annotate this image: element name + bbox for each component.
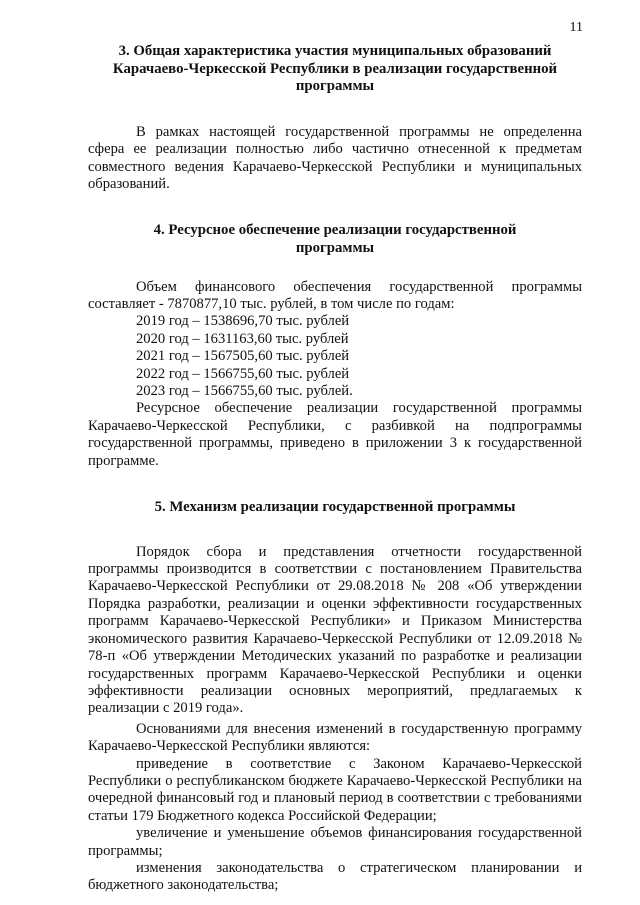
funding-year-item: 2020 год – 1631163,60 тыс. рублей	[136, 330, 349, 347]
funding-by-year-list	[88, 313, 582, 400]
heading-line: программы	[295, 240, 375, 256]
heading-line: 5. Механизм реализации государственной программы	[154, 499, 516, 516]
document-body	[88, 43, 582, 895]
section-3-paragraph: В рамках настоящей государственной программы не определенна сфера ее реализации полностью либо частично отнесенной к предметам совместного ведения Карачаево-Черкесской Республики и муниципальных образований.	[88, 123, 582, 192]
funding-year-item: 2023 год – 1566755,60 тыс. рублей.	[136, 383, 353, 400]
funding-year-item: 2022 год – 1566755,60 тыс. рублей	[136, 365, 350, 382]
section-4-intro: Объем финансового обеспечения государственной программы составляет - 7870877,10 тыс. рублей, в том числе по годам:	[88, 278, 582, 312]
funding-year-item: 2021 год – 1567505,60 тыс. рублей	[136, 348, 350, 365]
section-3-heading	[88, 43, 582, 96]
section-4-heading	[88, 222, 582, 257]
heading-line: 3. Общая характеристика участия муниципальных образований	[118, 43, 552, 59]
page-number: 11	[569, 20, 583, 35]
section-5-paragraph-1: Порядок сбора и представления отчетности государственной программы производится в соответствии с постановлением Правительства Карачаево-Черкесской Республики от 29.08.2018 № 208 «Об утверждении Порядка разработки, реализации и оценки эффективности государственных программ Карачаево-Черкесской Республики» и Приказом Министерства экономического развития Карачаево-Черкесской Республики от 12.09.2018 № 78-п «Об утверждении Методических указаний по разработке и реализации государственных программ Карачаево-Черкесской Республики и оценки эффективности реализации основных мероприятий, предлагаемых к реализации с 2019 года».	[88, 543, 582, 717]
section-5-heading	[88, 499, 582, 517]
heading-line: Карачаево-Черкесской Республики в реализации государственной	[112, 60, 558, 77]
section-5-paragraph-4: увеличение и уменьшение объемов финансирования государственной программы;	[88, 825, 582, 859]
section-4-outro: Ресурсное обеспечение реализации государственной программы Карачаево-Черкесской Республики, с разбивкой на подпрограммы государственной программы, приведено в приложении 3 к государственной программе.	[88, 400, 582, 469]
section-5-paragraph-2: Основаниями для внесения изменений в государственную программу Карачаево-Черкесской Республики являются:	[88, 720, 582, 755]
funding-year-item: 2019 год – 1538696,70 тыс. рублей	[136, 313, 350, 330]
section-5-paragraph-3: приведение в соответствие с Законом Карачаево-Черкесской Республики о республиканском бюджете Карачаево-Черкесской Республики на очередной финансовый год и плановый период в соответствии с требованиями статьи 179 Бюджетного кодекса Российской Федерации;	[88, 755, 582, 824]
heading-line: программы	[295, 78, 375, 95]
section-5-paragraph-5: изменения законодательства о стратегическом планировании и бюджетного законодательства;	[88, 859, 582, 894]
heading-line: 4. Ресурсное обеспечение реализации государственной	[153, 222, 517, 239]
